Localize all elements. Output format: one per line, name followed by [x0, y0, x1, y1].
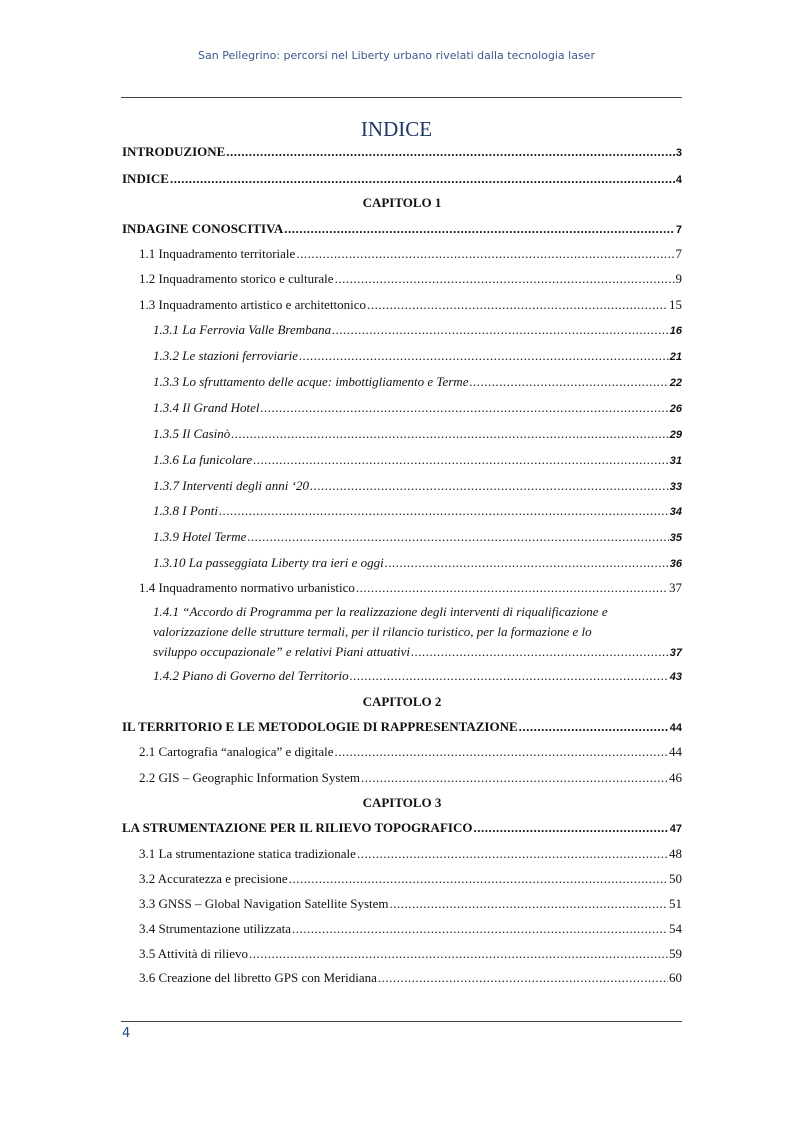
toc-label: 3.5 Attività di rilievo	[139, 946, 249, 961]
toc-label: LA STRUMENTAZIONE PER IL RILIEVO TOPOGRAFICO	[122, 820, 473, 835]
toc-entry-indagine-conoscitiva[interactable]	[122, 221, 682, 238]
toc-page: 34	[669, 506, 682, 518]
toc-label: 1.3.5 Il Casinò	[153, 426, 231, 441]
footer-divider	[121, 1021, 682, 1022]
toc-entry-1-3-8[interactable]	[122, 503, 682, 520]
toc-entry-2-1[interactable]	[122, 744, 682, 760]
toc-label: 1.3.10 La passeggiata Liberty tra ieri e oggi	[153, 555, 384, 570]
toc-entry-1-3-4[interactable]	[122, 400, 682, 417]
page-title: INDICE	[360, 117, 433, 141]
toc-page: 16	[669, 325, 682, 337]
toc-entry-1-4[interactable]	[122, 580, 682, 596]
toc-entry-3-4[interactable]	[122, 921, 682, 937]
toc-leader	[378, 970, 668, 986]
toc-label: INDICE	[122, 171, 169, 186]
toc-page: 21	[669, 351, 682, 363]
toc-page: 33	[669, 481, 682, 493]
toc-entry-indice[interactable]	[122, 171, 682, 188]
toc-page: 48	[669, 846, 682, 861]
toc-leader	[219, 503, 669, 519]
toc-page: 7	[675, 246, 682, 261]
toc-page: 43	[669, 671, 682, 683]
toc-entry-3-6[interactable]	[122, 970, 682, 986]
toc-label: 1.4 Inquadramento normativo urbanistico	[139, 580, 355, 595]
toc-leader	[519, 719, 669, 735]
running-header: San Pellegrino: percorsi nel Liberty urbano rivelati dalla tecnologia laser	[198, 49, 595, 62]
toc-leader	[332, 322, 669, 338]
toc-page: 7	[675, 224, 682, 236]
toc-entry-1-3-6[interactable]	[122, 452, 682, 469]
toc-leader	[170, 171, 675, 187]
toc-page: 22	[669, 377, 682, 389]
toc-page: 44	[669, 722, 682, 734]
toc-page: 44	[669, 744, 682, 759]
toc-page: 59	[669, 946, 682, 961]
toc-label-line: 1.4.1 “Accordo di Programma per la realizzazione degli interventi di riqualificazione e	[153, 604, 608, 619]
toc-leader	[247, 529, 668, 545]
toc-leader	[473, 820, 668, 836]
toc-page: 36	[669, 558, 682, 570]
toc-label: 1.3.3 Lo sfruttamento delle acque: imbottigliamento e Terme	[153, 374, 469, 389]
toc-page: 37	[669, 580, 682, 595]
toc-page: 37	[669, 647, 682, 659]
toc-page: 54	[669, 921, 682, 936]
toc-entry-1-2[interactable]	[122, 271, 682, 287]
toc-leader	[469, 374, 668, 390]
toc-entry-2-2[interactable]	[122, 770, 682, 786]
toc-entry-1-4-2[interactable]	[122, 668, 682, 685]
toc-entry-1-3[interactable]	[122, 297, 682, 313]
toc-entry-1-3-10[interactable]	[122, 555, 682, 572]
toc-page: 26	[669, 403, 682, 415]
toc-entry-1-3-9[interactable]	[122, 529, 682, 546]
toc-label: 1.3.4 Il Grand Hotel	[153, 400, 260, 415]
page-number: 4	[122, 1026, 131, 1041]
toc-label: INTRODUZIONE	[122, 144, 226, 159]
toc-leader	[385, 555, 669, 571]
toc-label: 1.3.1 La Ferrovia Valle Brembana	[153, 322, 332, 337]
toc-leader	[296, 246, 674, 262]
toc-leader	[356, 580, 668, 596]
toc-entry-la-strumentazione[interactable]	[122, 820, 682, 837]
toc-entry-1-3-1[interactable]	[122, 322, 682, 339]
toc-entry-il-territorio[interactable]	[122, 719, 682, 736]
header-divider	[121, 97, 682, 98]
toc-page: 9	[675, 271, 682, 286]
toc-page: 3	[675, 147, 682, 159]
toc-leader	[226, 144, 675, 160]
toc-label: INDAGINE CONOSCITIVA	[122, 221, 284, 236]
toc-label: IL TERRITORIO E LE METODOLOGIE DI RAPPRESENTAZIONE	[122, 719, 518, 734]
toc-entry-1-3-3[interactable]	[122, 374, 682, 391]
toc-entry-1-3-2[interactable]	[122, 348, 682, 365]
toc-label: 1.3.6 La funicolare	[153, 452, 253, 467]
toc-leader	[289, 871, 668, 887]
toc-leader	[261, 400, 669, 416]
toc-page: 29	[669, 429, 682, 441]
toc-leader	[390, 896, 668, 912]
toc-label: 3.3 GNSS – Global Navigation Satellite System	[139, 896, 389, 911]
toc-label: 1.3.8 I Ponti	[153, 503, 218, 518]
toc-entry-3-2[interactable]	[122, 871, 682, 887]
toc-entry-3-5[interactable]	[122, 946, 682, 962]
toc-page: 50	[669, 871, 682, 886]
toc-page: 60	[669, 970, 682, 985]
toc-leader	[350, 668, 669, 684]
toc-label: 3.6 Creazione del libretto GPS con Meridiana	[139, 970, 377, 985]
toc-page: 51	[669, 896, 682, 911]
toc-label: 1.2 Inquadramento storico e culturale	[139, 271, 334, 286]
toc-entry-3-1[interactable]	[122, 846, 682, 862]
toc-label: 3.1 La strumentazione statica tradizionale	[139, 846, 356, 861]
toc-leader	[411, 642, 669, 662]
toc-label: 1.3 Inquadramento artistico e architettonico	[139, 297, 367, 312]
toc-page: 31	[669, 455, 682, 467]
toc-page: 4	[675, 174, 682, 186]
toc-leader	[299, 348, 669, 364]
toc-leader	[310, 478, 669, 494]
chapter-heading-3: CAPITOLO 3	[362, 795, 442, 810]
toc-page: 47	[669, 823, 682, 835]
toc-label: 1.3.2 Le stazioni ferroviarie	[153, 348, 299, 363]
toc-entry-1-4-1[interactable]	[122, 602, 682, 663]
toc-leader	[335, 271, 675, 287]
toc-label: 1.1 Inquadramento territoriale	[139, 246, 296, 261]
toc-entry-3-3[interactable]	[122, 896, 682, 912]
toc-leader	[231, 426, 668, 442]
toc-label: 3.2 Accuratezza e precisione	[139, 871, 288, 886]
toc-entry-1-1[interactable]	[122, 246, 682, 262]
toc-entry-1-3-5[interactable]	[122, 426, 682, 443]
toc-leader	[361, 770, 668, 786]
toc-label: 3.4 Strumentazione utilizzata	[139, 921, 291, 936]
chapter-heading-1: CAPITOLO 1	[362, 195, 442, 210]
chapter-heading-2: CAPITOLO 2	[362, 694, 442, 709]
toc-entry-1-3-7[interactable]	[122, 478, 682, 495]
toc-leader	[253, 452, 669, 468]
toc-leader	[367, 297, 668, 313]
toc-leader	[284, 221, 675, 237]
toc-page: 15	[669, 297, 682, 312]
toc-label: 1.3.7 Interventi degli anni ‘20	[153, 478, 309, 493]
toc-page: 35	[669, 532, 682, 544]
toc-label: 1.4.2 Piano di Governo del Territorio	[153, 668, 349, 683]
toc-label-line: valorizzazione delle strutture termali, per il rilancio turistico, per la formazione e lo	[153, 624, 592, 639]
toc-page: 46	[669, 770, 682, 785]
toc-leader	[249, 946, 668, 962]
toc-label-line: sviluppo occupazionale” e relativi Piani attuativi	[153, 644, 410, 659]
toc-label: 2.2 GIS – Geographic Information System	[139, 770, 360, 785]
toc-label: 1.3.9 Hotel Terme	[153, 529, 247, 544]
toc-leader	[357, 846, 668, 862]
toc-label: 2.1 Cartografia “analogica” e digitale	[139, 744, 334, 759]
toc-leader	[335, 744, 668, 760]
toc-leader	[292, 921, 668, 937]
toc-entry-introduzione[interactable]	[122, 144, 682, 161]
